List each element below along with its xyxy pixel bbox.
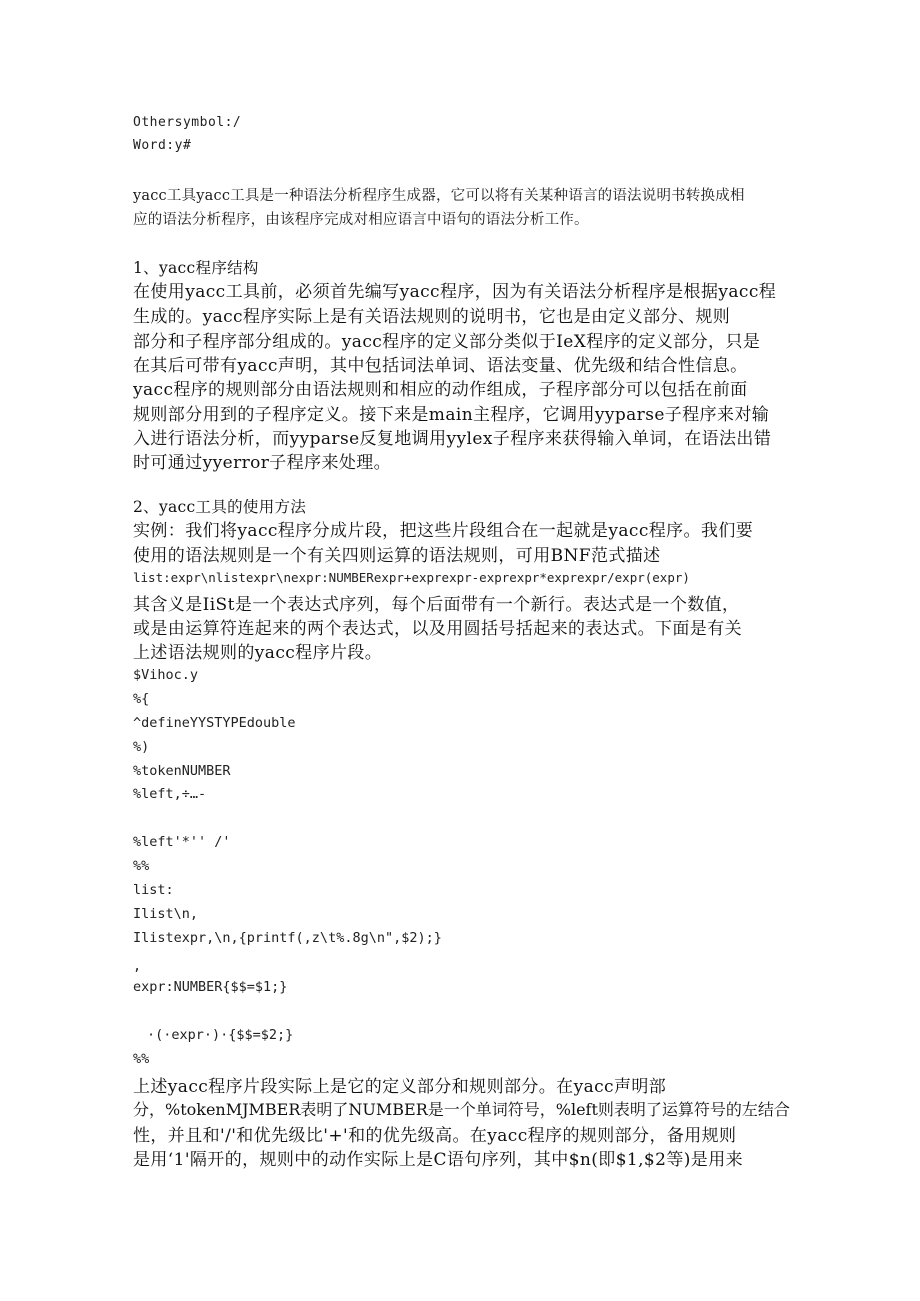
section-2-line-3: 其含义是IiSt是一个表达式序列，每个后面带有一个新行。表达式是一个数值， (133, 595, 740, 615)
section-1-line-4: 在其后可带有yacc声明，其中包括词法单词、语法变量、优先级和结合性信息。 (133, 356, 748, 376)
code-line-7: %left'*'' /' (133, 834, 231, 850)
intro-line-2: 应的语法分析程序，由该程序完成对相应语言中语句的语法分析工作。 (133, 212, 589, 228)
bnf-grammar-line: list:expr\nlistexpr\nexpr:NUMBERexpr+exprexpr-exprexpr*exprexpr/expr(expr) (133, 570, 690, 585)
section-1-line-1: 在使用yacc工具前，必须首先编写yacc程序，因为有关语法分析程序是根据yacc程 (133, 282, 777, 302)
section-2-line-1: 实例：我们将yacc程序分成片段，把这些片段组合在一起就是yacc程序。我们要 (133, 521, 754, 541)
section-1-heading: 1、yacc程序结构 (133, 259, 259, 277)
section-1-line-8: 时可通过yyerror子程序来处理。 (133, 453, 392, 473)
section-2-line-5: 上述语法规则的yacc程序片段。 (133, 643, 383, 663)
section-2-line-4: 或是由运算符连起来的两个表达式，以及用圆括号括起来的表达式。下面是有关 (133, 619, 742, 639)
intro-line-1: yacc工具yacc工具是一种语法分析程序生成器，它可以将有关某种语言的语法说明书转换成相 (133, 188, 745, 204)
closing-line-2: 分，%tokenMJMBER表明了NUMBER是一个单词符号，%left则表明了运算符号的左结合 (133, 1100, 790, 1119)
closing-line-1: 上述yacc程序片段实际上是它的定义部分和规则部分。在yacc声明部 (133, 1077, 667, 1097)
code-line-3: ^defineYYSTYPEdouble (133, 715, 296, 731)
code-line-4: %) (133, 739, 150, 755)
code-line-15: %% (133, 1051, 150, 1067)
code-line-1: $Vihoc.y (133, 667, 199, 683)
section-2-line-2: 使用的语法规则是一个有关四则运算的语法规则，可用BNF范式描述 (133, 546, 661, 566)
section-1-line-7: 入进行语法分析，而yyparse反复地调用yylex子程序来获得输入单词，在语法出错 (133, 429, 772, 449)
code-line-5: %tokenNUMBER (133, 763, 231, 779)
code-line-12: , (133, 958, 142, 974)
section-2-heading: 2、yacc工具的使用方法 (133, 498, 307, 516)
closing-line-4: 是用‘1'隔开的，规则中的动作实际上是C语句序列，其中$n(即$1,$2等)是用来 (133, 1150, 743, 1170)
code-line-2: %{ (133, 691, 150, 707)
closing-line-3: 性，并且和'/'和优先级比'+'和的优先级高。在yacc程序的规则部分，备用规则 (133, 1126, 737, 1146)
section-1-line-5: yacc程序的规则部分由语法规则和相应的动作组成，子程序部分可以包括在前面 (133, 380, 748, 400)
code-line-14: ·(·expr·)·{$$=$2;} (147, 1027, 294, 1043)
section-1-line-6: 规则部分用到的子程序定义。接下来是main主程序，它调用yyparse子程序来对输 (133, 405, 770, 425)
code-line-11: Ilistexpr,\n,{printf(,z\t%.8g\n",$2);} (133, 930, 442, 946)
header-line-word: Word:y# (133, 138, 192, 153)
code-line-9: list: (133, 882, 174, 898)
code-line-10: Ilist\n, (133, 906, 199, 922)
section-1-line-3: 部分和子程序部分组成的。yacc程序的定义部分类似于IeX程序的定义部分，只是 (133, 332, 761, 352)
header-line-othersymbol: Othersymbol:/ (133, 115, 242, 130)
section-1-line-2: 生成的。yacc程序实际上是有关语法规则的说明书，它也是由定义部分、规则 (133, 307, 731, 327)
code-line-8: %% (133, 858, 150, 874)
code-line-6: %left,÷…- (133, 786, 207, 802)
code-line-13: expr:NUMBER{$$=$1;} (133, 979, 288, 995)
